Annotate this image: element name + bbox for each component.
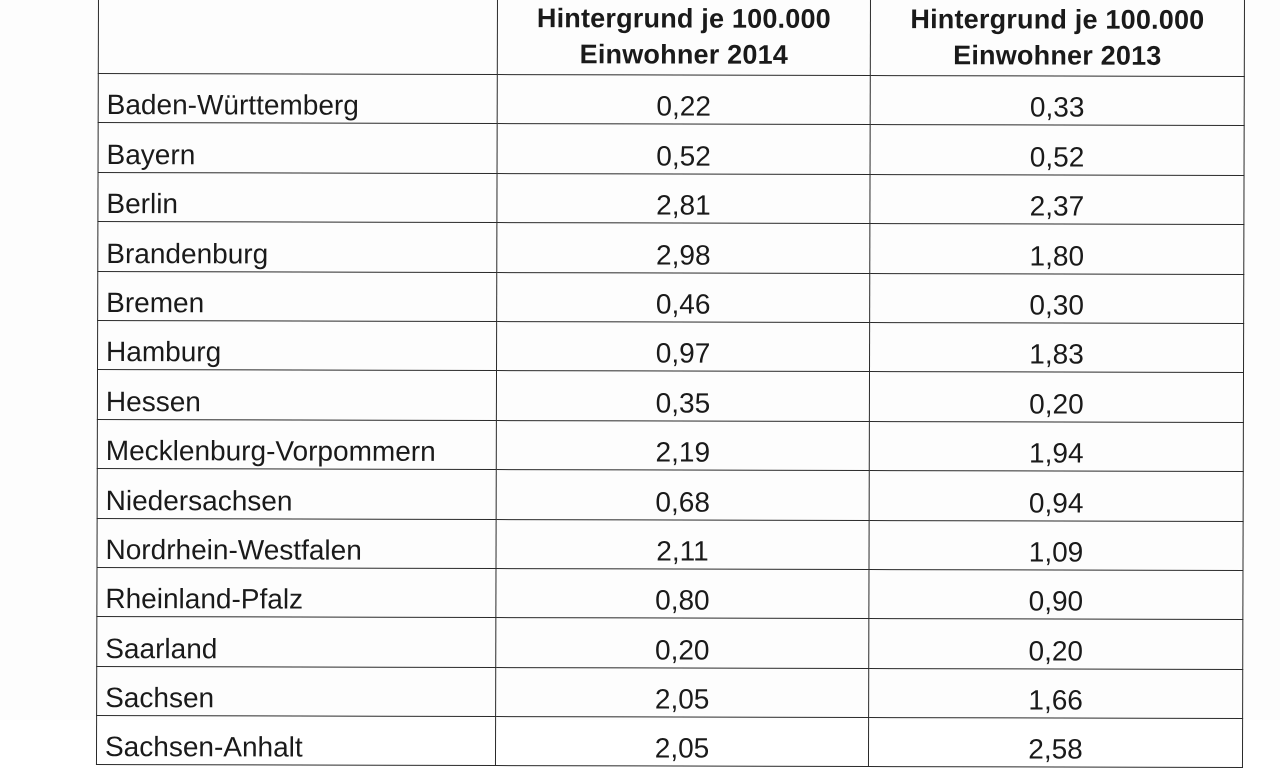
- value-2013-cell: 0,20: [869, 372, 1243, 422]
- value-2013-cell: 0,52: [870, 125, 1244, 175]
- table-row: [97, 666, 1243, 718]
- table-row: [98, 320, 1244, 372]
- state-cell: Baden-Württemberg: [98, 74, 497, 124]
- header-2014: [497, 0, 870, 76]
- state-cell: Sachsen-Anhalt: [96, 716, 495, 766]
- table-row: [97, 567, 1243, 619]
- value-2013-cell: 1,09: [869, 520, 1243, 570]
- value-2014-cell: 2,81: [497, 173, 870, 223]
- state-cell: Bremen: [98, 271, 497, 321]
- header-2013: [870, 0, 1244, 77]
- value-2013-cell: 1,66: [869, 668, 1243, 718]
- value-2014-cell: 2,05: [495, 717, 868, 767]
- table-row: [98, 271, 1244, 323]
- table-row: [98, 222, 1244, 274]
- state-cell: Nordrhein-Westfalen: [97, 518, 496, 568]
- state-cell: Saarland: [97, 617, 496, 667]
- table-header: [98, 0, 1244, 77]
- value-2013-cell: 2,37: [870, 174, 1244, 224]
- state-cell: Brandenburg: [98, 222, 497, 272]
- header-2014-line-2: Einwohner 2014: [579, 39, 789, 70]
- value-2014-cell: 0,22: [497, 75, 870, 125]
- state-cell: Niedersachsen: [97, 469, 496, 519]
- table-row: [96, 716, 1242, 768]
- value-2014-cell: 2,19: [496, 420, 869, 470]
- value-2013-cell: 1,94: [869, 421, 1243, 471]
- table-row: [98, 172, 1244, 224]
- value-2013-cell: 0,90: [869, 569, 1243, 619]
- value-2014-cell: 2,11: [496, 519, 869, 569]
- data-table: [96, 0, 1245, 768]
- state-cell: Rheinland-Pfalz: [97, 567, 496, 617]
- state-cell: Mecklenburg-Vorpommern: [97, 419, 496, 469]
- value-2014-cell: 0,35: [496, 371, 869, 421]
- header-row: [98, 0, 1244, 77]
- table-container: [96, 0, 1244, 768]
- value-2014-cell: 2,05: [496, 667, 869, 717]
- value-2013-cell: 0,33: [870, 76, 1244, 126]
- header-state: [98, 0, 497, 75]
- value-2013-cell: 0,20: [869, 619, 1243, 669]
- value-2014-cell: 0,68: [496, 470, 869, 520]
- table-row: [98, 123, 1244, 175]
- table-row: [97, 419, 1243, 471]
- value-2014-cell: 2,98: [497, 223, 870, 273]
- table-row: [97, 518, 1243, 570]
- table-body: [96, 74, 1244, 768]
- state-cell: Berlin: [98, 172, 497, 222]
- state-cell: Hamburg: [98, 320, 497, 370]
- table-row: [97, 617, 1243, 669]
- value-2013-cell: 0,30: [870, 273, 1244, 323]
- value-2014-cell: 0,52: [497, 124, 870, 174]
- table-row: [97, 469, 1243, 521]
- value-2014-cell: 0,97: [497, 321, 870, 371]
- header-2013-line-1: Hintergrund je 100.000: [910, 4, 1205, 35]
- value-2013-cell: 0,94: [869, 471, 1243, 521]
- value-2014-cell: 0,80: [496, 568, 869, 618]
- value-2013-cell: 1,80: [870, 224, 1244, 274]
- header-2013-line-2: Einwohner 2013: [953, 40, 1162, 71]
- table-row: [97, 370, 1243, 422]
- state-cell: Hessen: [97, 370, 496, 420]
- header-2014-line-1: Hintergrund je 100.000: [536, 3, 831, 34]
- value-2013-cell: 2,58: [868, 718, 1242, 768]
- value-2014-cell: 0,46: [497, 272, 870, 322]
- state-cell: Bayern: [98, 123, 497, 173]
- table-row: [98, 74, 1244, 126]
- value-2013-cell: 1,83: [870, 322, 1244, 372]
- state-cell: Sachsen: [97, 666, 496, 716]
- value-2014-cell: 0,20: [496, 618, 869, 668]
